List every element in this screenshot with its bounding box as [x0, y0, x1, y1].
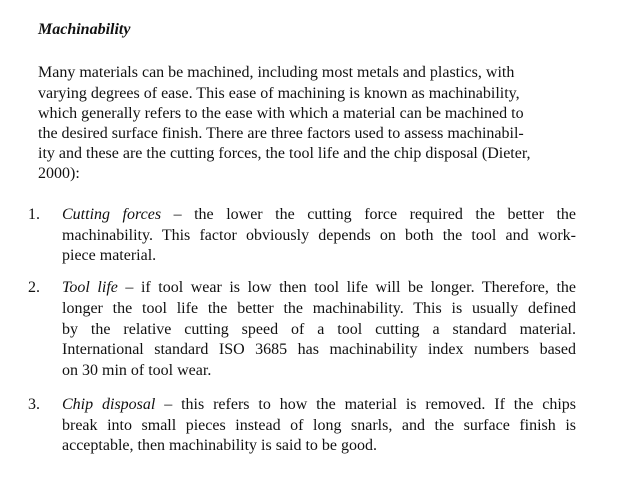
list-item-number: 3. [28, 396, 40, 413]
list-item-line: break into small pieces instead of long snarls, and the surface finish is [62, 417, 576, 434]
intro-line: which generally refers to the ease with which a material can be machined to [38, 105, 524, 122]
list-item-line: on 30 min of tool wear. [62, 362, 212, 379]
list-item-first-line [62, 278, 576, 298]
intro-line: ity and these are the cutting forces, the tool life and the chip disposal (Dieter, [38, 145, 531, 162]
intro-line: the desired surface finish. There are three factors used to assess machinabil- [38, 125, 524, 142]
list-item-line: acceptable, then machinability is said to be good. [62, 437, 378, 454]
intro-line: 2000): [38, 165, 80, 182]
list-item-number: 1. [28, 206, 40, 223]
list-item-number: 2. [28, 279, 40, 296]
intro-line: varying degrees of ease. This ease of machining is known as machinability, [38, 85, 520, 102]
list-item-line: longer the tool life the better the machinability. This is usually defined [62, 300, 576, 317]
list-item-text: – the lower the cutting force required the better the [161, 206, 576, 223]
list-item-line: machinability. This factor obviously depends on both the tool and work- [62, 227, 576, 244]
list-item-first-line [62, 395, 576, 415]
list-item-line: piece material. [62, 247, 157, 264]
list-item-first-line [62, 205, 576, 225]
list-item-line: by the relative cutting speed of a tool cutting a standard material. [62, 321, 576, 338]
list-item-line: International standard ISO 3685 has machinability index numbers based [62, 341, 576, 358]
list-item-text: – this refers to how the material is removed. If the chips [155, 396, 576, 413]
list-item-term: Tool life [62, 279, 118, 296]
list-item-text: – if tool wear is low then tool life will be longer. Therefore, the [117, 279, 576, 296]
list-item-term: Chip disposal [62, 396, 156, 413]
list-item-term: Cutting forces [62, 206, 162, 223]
intro-line: Many materials can be machined, including most metals and plastics, with [38, 64, 515, 81]
section-heading: Machinability [38, 21, 131, 38]
